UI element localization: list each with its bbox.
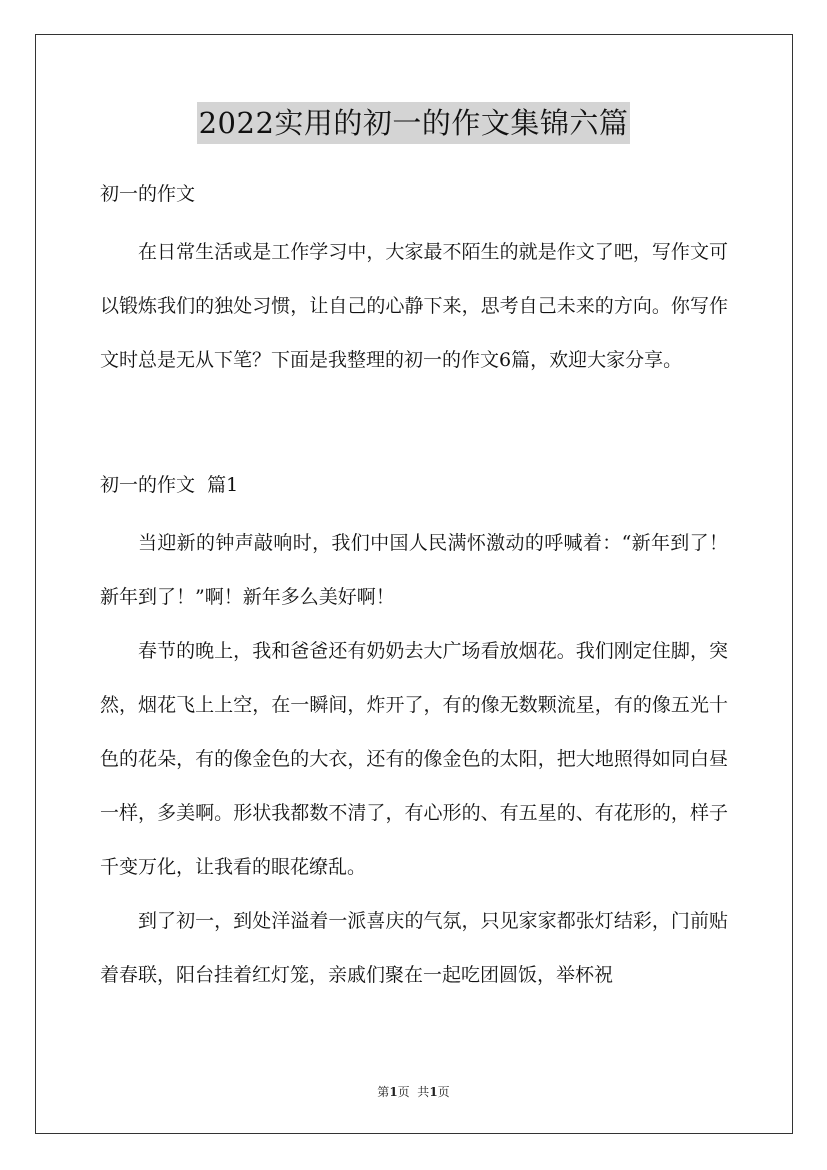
page-footer (0, 1084, 827, 1100)
footer-suffix: 页 (437, 1085, 450, 1099)
document-body (100, 171, 728, 1002)
footer-mid: 页 共 (397, 1085, 430, 1099)
footer-total-pages: 1 (429, 1085, 438, 1099)
section-heading-piece-1: 初一的作文 篇1 (100, 474, 239, 496)
footer-current-page: 1 (389, 1085, 398, 1099)
intro-paragraph: 在日常生活或是工作学习中，大家最不陌生的就是作文了吧，写作文可以锻炼我们的独处习惯，让自己的心静下来，思考自己未来的方向。你写作文时总是无从下笔？下面是我整理的初一的作文6篇，欢迎大家分享。 (100, 241, 728, 371)
title-container (0, 102, 827, 144)
piece1-paragraph-2: 春节的晚上，我和爸爸还有奶奶去大广场看放烟花。我们刚定住脚，突然，烟花飞上上空，在一瞬间，炸开了，有的像无数颗流星，有的像五光十色的花朵，有的像金色的大衣，还有的像金色的太阳，把大地照得如同白昼一样，多美啊。形状我都数不清了，有心形的、有五星的、有花形的，样子千变万化，让我看的眼花缭乱。 (100, 640, 728, 878)
footer-prefix: 第 (377, 1085, 390, 1099)
document-title: 2022实用的初一的作文集锦六篇 (197, 102, 631, 144)
piece1-paragraph-1: 当迎新的钟声敲响时，我们中国人民满怀激动的呼喊着：“新年到了！新年到了！”啊！新年多么美好啊！ (100, 532, 728, 608)
section-heading-intro: 初一的作文 (100, 183, 196, 205)
piece1-paragraph-3: 到了初一，到处洋溢着一派喜庆的气氛，只见家家都张灯结彩，门前贴着春联，阳台挂着红灯笼，亲戚们聚在一起吃团圆饭，举杯祝 (100, 910, 728, 986)
